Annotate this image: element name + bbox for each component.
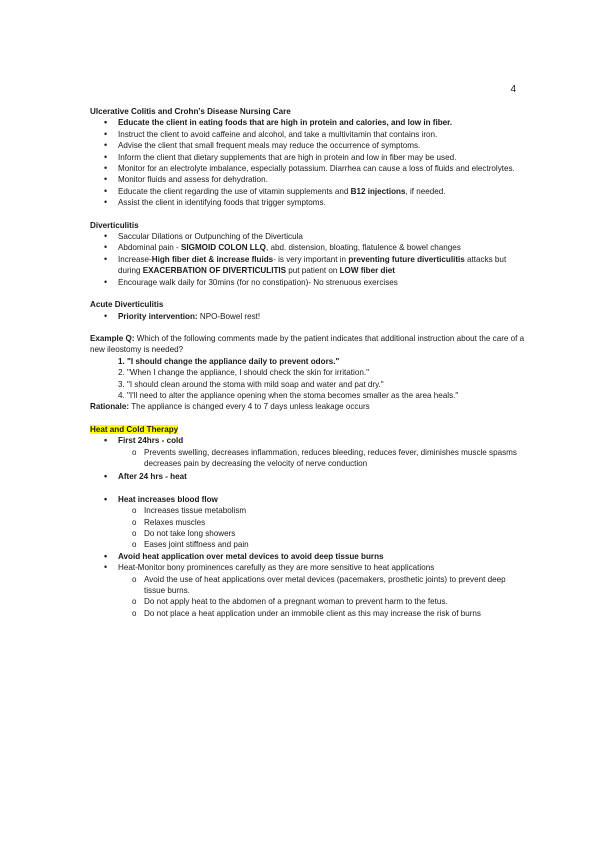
div-item-2-bold: SIGMOID COLON LLQ: [181, 243, 266, 253]
example-label: Example Q:: [90, 333, 135, 343]
uc-item-1: • Educate the client in eating foods that are high in protein and calories, and low in fiber.: [90, 117, 526, 128]
heat-monitor-sub-1: o Avoid the use of heat applications over metal devices (pacemakers, prosthetic joints) to prevent deep tissue burns.: [90, 574, 526, 597]
option-2: 2. "When I change the appliance, I should check the skin for irritation.": [118, 368, 369, 378]
heat-increases-sub-1: o Increases tissue metabolism: [90, 505, 526, 516]
heat-increases-sub-4: o Eases joint stiffness and pain: [90, 539, 526, 550]
uc-item-8: • Assist the client in identifying foods that trigger symptoms.: [90, 197, 526, 208]
div-item-3: [90, 254, 526, 277]
div-item-4: • Encourage walk daily for 30mins (for no constipation)- No strenuous exercises: [90, 277, 526, 288]
div-item-3-h: LOW fiber diet: [339, 266, 395, 276]
acute-list: [90, 311, 526, 322]
div-item-3-a: Increase-: [118, 254, 152, 264]
heat-first24: • First 24hrs - cold: [90, 435, 526, 446]
uc-item-6: • Monitor fluids and assess for dehydration.: [90, 174, 526, 185]
div-heading: Diverticulitis: [90, 220, 139, 230]
div-item-3-d: preventing future diverticulitis: [348, 254, 465, 264]
uc-item-7: [90, 186, 526, 197]
uc-item-7-text-a: Educate the client regarding the use of vitamin supplements and: [118, 186, 351, 196]
heat-after24: • After 24 hrs - heat: [90, 471, 526, 482]
rationale-label: Rationale:: [90, 402, 130, 412]
uc-item-4: • Inform the client that dietary supplements that are high in protein and low in fiber may be used.: [90, 152, 526, 163]
div-item-3-b: High fiber diet & increase fluids: [151, 254, 274, 264]
option-1: 1. "I should change the appliance daily to prevent odors.": [118, 356, 340, 366]
div-item-3-g: put patient on: [286, 266, 340, 276]
heat-avoid: • Avoid heat application over metal devices to avoid deep tissue burns: [90, 551, 526, 562]
uc-item-2: • Instruct the client to avoid caffeine and alcohol, and take a multivitamin that contains iron.: [90, 129, 526, 140]
heat-increases: • Heat increases blood flow: [90, 494, 526, 505]
example-question-text: Which of the following comments made by the patient indicates that additional instruction about the care of a new ileostomy is needed?: [90, 333, 525, 355]
example-options: [90, 356, 526, 402]
rationale-text: The appliance is changed every 4 to 7 days unless leakage occurs: [129, 402, 370, 412]
heat-monitor-sub-2: o Do not apply heat to the abdomen of a pregnant woman to prevent harm to the fetus.: [90, 596, 526, 607]
acute-item-text: NPO-Bowel rest!: [197, 311, 261, 321]
option-3: 3. "I should clean around the stoma with mild soap and water and pat dry.": [118, 379, 384, 389]
acute-item-label: Priority intervention:: [118, 311, 198, 321]
heat-heading-wrapper: [90, 424, 526, 435]
uc-item-7-bold: B12 injections: [350, 186, 406, 196]
uc-item-3: • Advise the client that small frequent meals may reduce the occurrence of symptoms.: [90, 140, 526, 151]
heat-increases-sub-2: o Relaxes muscles: [90, 517, 526, 528]
option-4: 4. "I'll need to alter the appliance opening when the stoma becomes smaller as the area heals.": [118, 390, 459, 400]
example-question: [90, 333, 526, 356]
heat-heading: Heat and Cold Therapy: [90, 424, 179, 434]
div-list: [90, 231, 526, 288]
div-item-3-f: EXACERBATION OF DIVERTICULITIS: [142, 266, 287, 276]
heat-first24-sub: o Prevents swelling, decreases inflammation, reduces bleeding, reduces fever, diminishes muscle spasms decreases pain by decreasing the velocity of nerve conduction: [90, 447, 526, 470]
heat-list: [90, 435, 526, 483]
uc-list: [90, 117, 526, 208]
div-item-2: [90, 242, 526, 253]
page-number: 4: [510, 84, 516, 95]
div-item-3-c: - is very important in: [273, 254, 349, 264]
div-item-3-e: attacks but during: [118, 254, 507, 276]
acute-item-1: [90, 311, 526, 322]
heat-list-2: [90, 494, 526, 619]
page-content: [90, 106, 526, 619]
rationale: [90, 401, 526, 412]
acute-heading: Acute Diverticulitis: [90, 300, 164, 310]
div-item-1: • Saccular Dilations or Outpunching of the Diverticula: [90, 231, 526, 242]
div-item-2-a: Abdominal pain -: [118, 243, 181, 253]
uc-item-7-text-b: , if needed.: [405, 186, 446, 196]
heat-increases-sub-3: o Do not take long showers: [90, 528, 526, 539]
heat-monitor-sub-3: o Do not place a heat application under an immobile client as this may increase the risk of burns: [90, 608, 526, 619]
uc-heading: Ulcerative Colitis and Crohn’s Disease Nursing Care: [90, 107, 291, 116]
uc-item-5: • Monitor for an electrolyte imbalance, especially potassium. Diarrhea can cause a loss of fluids and electrolytes.: [90, 163, 526, 174]
heat-monitor: • Heat-Monitor bony prominences carefully as they are more sensitive to heat applications: [90, 562, 526, 573]
div-item-2-c: , abd. distension, bloating, flatulence & bowel changes: [265, 243, 461, 253]
